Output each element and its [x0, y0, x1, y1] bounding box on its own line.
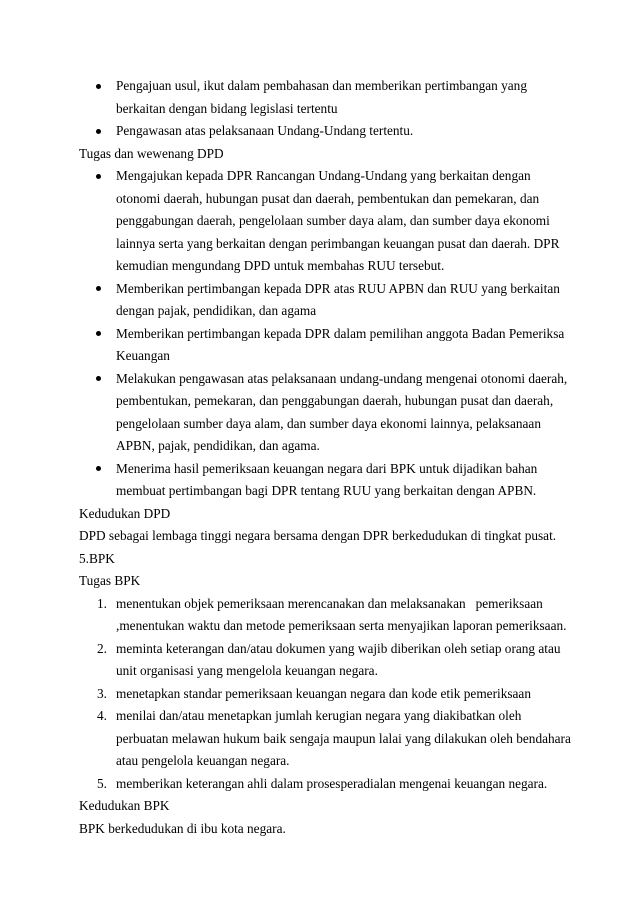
list-item-line: Mengajukan kepada DPR Rancangan Undang-Undang yang berkaitan dengan — [116, 168, 531, 183]
list-number: 2. — [97, 640, 107, 656]
list-item-line: meminta keterangan dan/atau dokumen yang wajib diberikan oleh setiap orang atau — [116, 640, 561, 656]
list-item-line: pembentukan, pemekaran, dan penggabungan daerah, hubungan pusat dan daerah, — [116, 393, 554, 408]
list-item-line: perbuatan melawan hukum baik sengaja maupun lalai yang dilakukan oleh bendahara — [116, 730, 571, 746]
list-item-line: kemudian mengundang DPD untuk membahas RUU tersebut. — [116, 258, 445, 273]
list-item — [79, 368, 569, 458]
list-number: 1. — [97, 595, 107, 611]
list-number: 4. — [97, 708, 107, 723]
list-item — [79, 278, 569, 323]
bpk-heading: 5.BPK — [79, 550, 115, 566]
list-item-line: ,menentukan waktu dan metode pemeriksaan serta menyajikan laporan pemeriksaan. — [116, 618, 567, 633]
list-item-line: pengelolaan sumber daya alam, dan sumber daya ekonomi lainnya, pelaksanaan — [116, 415, 541, 431]
list-item-line: Pengawasan atas pelaksanaan Undang-Undang tertentu. — [116, 123, 414, 138]
bullet-icon — [96, 75, 101, 98]
list-number: 3. — [97, 685, 107, 701]
list-item-line: Menerima hasil pemeriksaan keuangan negara dari BPK untuk dijadikan bahan — [116, 460, 538, 476]
bpk-tugas-heading: Tugas BPK — [79, 573, 141, 588]
list-item-line: Pengajuan usul, ikut dalam pembahasan dan memberikan pertimbangan yang — [116, 78, 527, 93]
list-item — [79, 120, 569, 143]
bpk-numbered-list — [79, 593, 569, 796]
bullet-icon — [96, 278, 101, 301]
bullet-icon — [96, 120, 101, 143]
bpk-kedudukan-text: BPK berkedudukan di ibu kota negara. — [79, 820, 286, 836]
list-item-line: dengan pajak, pendidikan, dan agama — [116, 303, 317, 318]
list-item-line: otonomi daerah, hubungan pusat dan daerah, pembentukan dan pemekaran, dan — [116, 190, 540, 206]
intro-bullet-list — [79, 75, 569, 143]
list-item-line: atau pengelola keuangan negara. — [116, 753, 290, 768]
dpd-bullet-list — [79, 165, 569, 503]
list-item-line: lainnya serta yang berkaitan dengan perimbangan keuangan pusat dan daerah. DPR — [116, 235, 560, 251]
document-page — [79, 75, 569, 840]
bpk-kedudukan-heading: Kedudukan BPK — [79, 798, 170, 813]
list-item — [79, 773, 569, 796]
bullet-icon — [96, 458, 101, 481]
list-item-line: menentukan objek pemeriksaan merencanakan dan melaksanakan pemeriksaan — [116, 595, 543, 611]
dpd-tugas-heading: Tugas dan wewenang DPD — [79, 145, 224, 161]
list-item-line: penggabungan daerah, pengelolaan sumber daya alam, dan sumber daya ekonomi — [116, 213, 550, 228]
list-item-line: Melakukan pengawasan atas pelaksanaan undang-undang mengenai otonomi daerah, — [116, 370, 568, 386]
list-item — [79, 165, 569, 278]
bullet-icon — [96, 165, 101, 188]
list-item — [79, 705, 569, 773]
list-item-line: memberikan keterangan ahli dalam prosesperadialan mengenai keuangan negara. — [116, 775, 548, 791]
list-item-line: berkaitan dengan bidang legislasi tertentu — [116, 100, 338, 116]
list-item-line: APBN, pajak, pendidikan, dan agama. — [116, 438, 320, 453]
list-item-line: Memberikan pertimbangan kepada DPR dalam pemilihan anggota Badan Pemeriksa — [116, 325, 565, 341]
dpd-kedudukan-heading: Kedudukan DPD — [79, 505, 171, 521]
list-item-line: menetapkan standar pemeriksaan keuangan negara dan kode etik pemeriksaan — [116, 685, 531, 701]
list-item — [79, 683, 569, 706]
list-item-line: Memberikan pertimbangan kepada DPR atas RUU APBN dan RUU yang berkaitan — [116, 280, 560, 296]
list-item-line: unit organisasi yang mengelola keuangan negara. — [116, 663, 378, 678]
list-item-line: membuat pertimbangan bagi DPR tentang RUU yang berkaitan dengan APBN. — [116, 483, 537, 498]
list-item-line: menilai dan/atau menetapkan jumlah kerugian negara yang diakibatkan oleh — [116, 708, 522, 723]
dpd-kedudukan-text: DPD sebagai lembaga tinggi negara bersama dengan DPR berkedudukan di tingkat pusat. — [79, 528, 557, 543]
list-number: 5. — [97, 775, 107, 791]
list-item — [79, 593, 569, 638]
list-item — [79, 458, 569, 503]
list-item — [79, 323, 569, 368]
bullet-icon — [96, 323, 101, 346]
list-item-line: Keuangan — [116, 348, 170, 363]
bullet-icon — [96, 368, 101, 391]
list-item — [79, 638, 569, 683]
list-item — [79, 75, 569, 120]
